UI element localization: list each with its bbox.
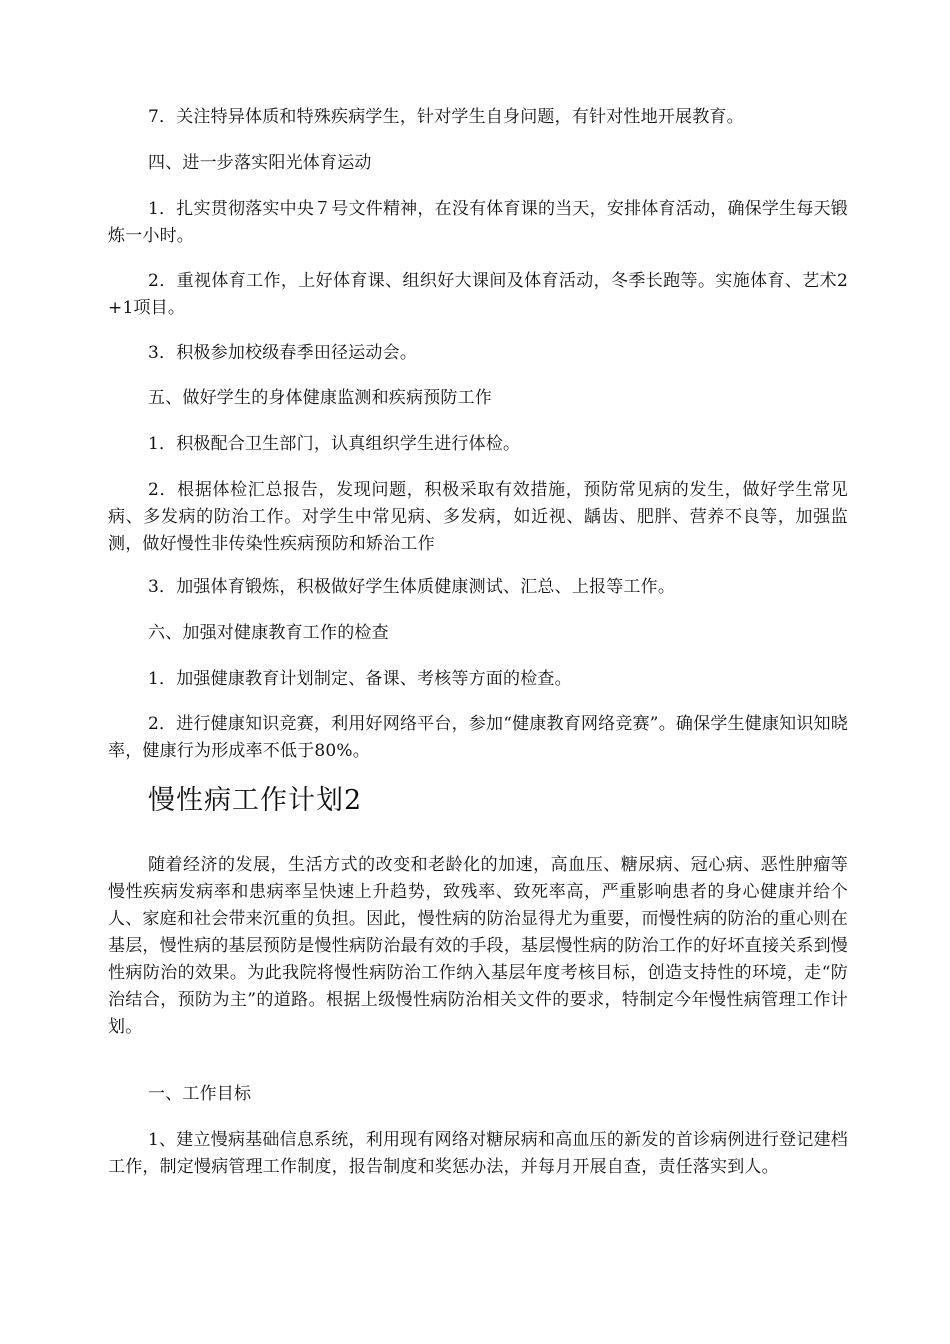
section-heading-goals: 一、工作目标 <box>148 1084 252 1104</box>
paragraph-monitoring-3: 3．加强体育锻炼，积极做好学生体质健康测试、汇总、上报等工作。 <box>148 577 676 597</box>
paragraph-sports-1: 1．扎实贯彻落实中央７号文件精神，在没有体育课的当天，安排体育活动，确保学生每天锻炼一小时。 <box>108 199 848 246</box>
section-heading-sunshine-sports: 四、进一步落实阳光体育运动 <box>148 153 372 173</box>
section-heading-inspection: 六、加强对健康教育工作的检查 <box>148 623 389 643</box>
paragraph-sports-3: 3．积极参加校级春季田径运动会。 <box>148 343 418 363</box>
paragraph-goal-1: 1、建立慢病基础信息系统，利用现有网络对糖尿病和高血压的新发的首诊病例进行登记建档工作，制定慢病管理工作制度，报告制度和奖惩办法，并每月开展自查，责任落实到人。 <box>108 1130 848 1177</box>
paragraph-item-7: 7．关注特异体质和特殊疾病学生，针对学生自身问题，有针对性地开展教育。 <box>148 107 744 127</box>
paragraph-sports-2: 2．重视体育工作，上好体育课、组织好大课间及体育活动，冬季长跑等。实施体育、艺术2+1项目。 <box>108 271 848 318</box>
paragraph-intro: 随着经济的发展，生活方式的改变和老龄化的加速，高血压、糖尿病、冠心病、恶性肿瘤等慢性疾病发病率和患病率呈快速上升趋势，致残率、致死率高，严重影响患者的身心健康并给个人、家庭和社会带来沉重的负担。因此，慢性病的防治显得尤为重要，而慢性病的防治的重心则在基层，慢性病的基层预防是慢性病防治最有效的手段，基层慢性病的防治工作的好坏直接关系到慢性病防治的效果。为此我院将慢性病防治工作纳入基层年度考核目标，创造支持性的环境，走“防治结合，预防为主”的道路。根据上级慢性病防治相关文件的要求，特制定今年慢性病管理工作计划。 <box>108 855 848 1037</box>
paragraph-inspection-1: 1．加强健康教育计划制定、备课、考核等方面的检查。 <box>148 669 572 689</box>
section-title: 慢性病工作计划2 <box>148 785 363 816</box>
paragraph-monitoring-1: 1．积极配合卫生部门，认真组织学生进行体检。 <box>148 434 521 454</box>
paragraph-monitoring-2: 2．根据体检汇总报告，发现问题，积极采取有效措施，预防常见病的发生，做好学生常见病、多发病的防治工作。对学生中常见病、多发病，如近视、龋齿、肥胖、营养不良等，加强监测，做好慢性非传染性疾病预防和矫治工作 <box>108 480 848 554</box>
paragraph-inspection-2: 2．进行健康知识竞赛，利用好网络平台，参加“健康教育网络竞赛”。确保学生健康知识知晓率，健康行为形成率不低于80%。 <box>108 714 848 761</box>
section-heading-health-monitoring: 五、做好学生的身体健康监测和疾病预防工作 <box>148 388 492 408</box>
